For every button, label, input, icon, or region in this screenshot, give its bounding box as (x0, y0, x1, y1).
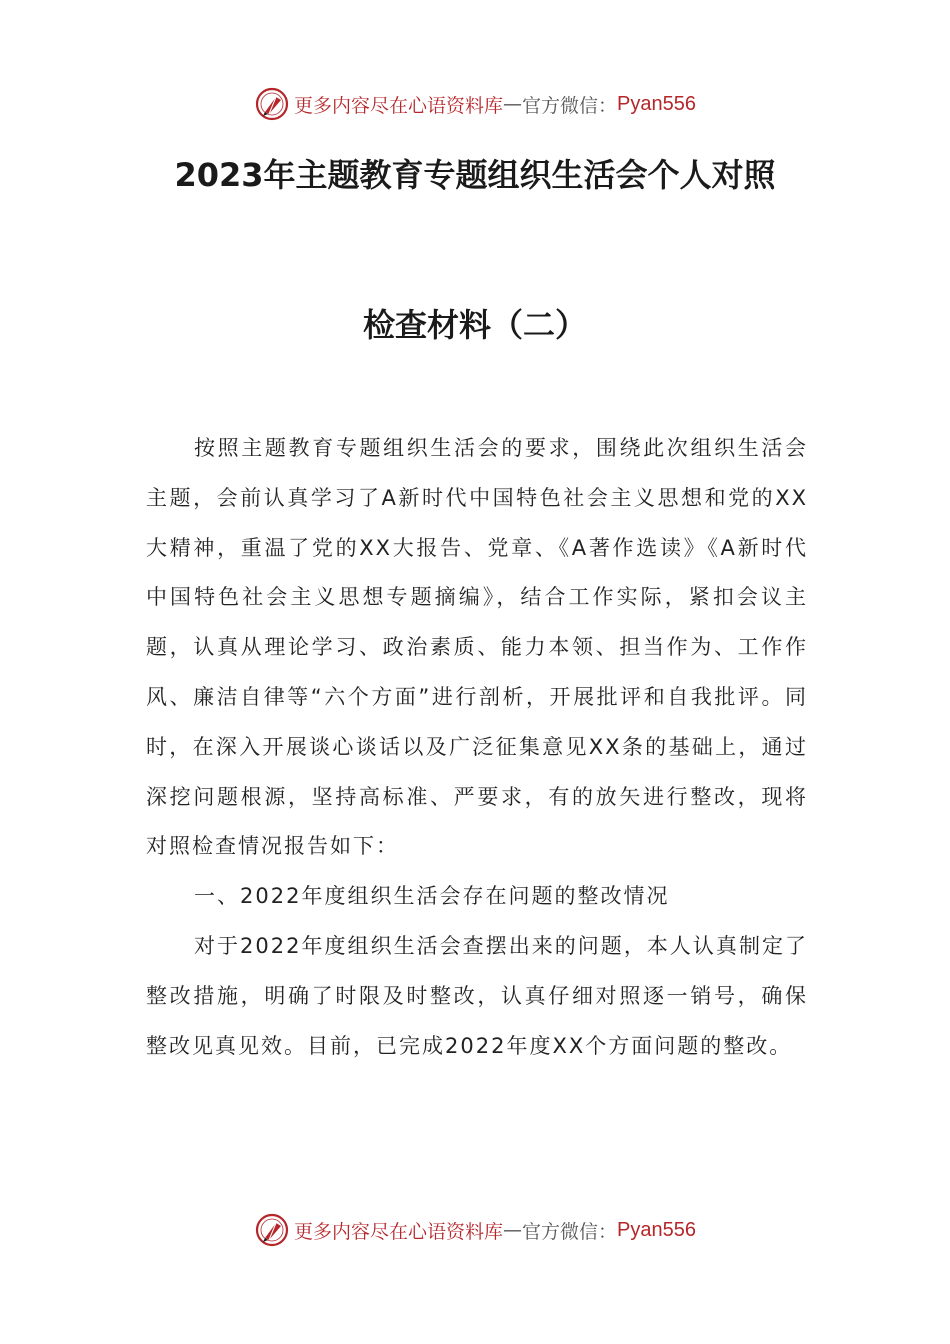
watermark-wechat-id: Pyan556 (617, 1218, 696, 1241)
watermark-dash: — (503, 1219, 523, 1241)
footer-watermark (0, 1210, 950, 1250)
document-title-line-1: 2023年主题教育专题组织生活会个人对照 (174, 156, 776, 194)
paragraph-intro: 按照主题教育专题组织生活会的要求，围绕此次组织生活会主题，会前认真学习了A新时代中国特色社会主义思想和党的XX大精神，重温了党的XX大报告、党章、《A著作选读》《A新时代中国特色社会主义思想专题摘编》，结合工作实际，紧扣会议主题，认真从理论学习、政治素质、能力本领、担当作为、工作作风、廉洁自律等“六个方面”进行剖析，开展批评和自我批评。同时，在深入开展谈心谈话以及广泛征集意见XX条的基础上，通过深挖问题根源，坚持高标准、严要求，有的放矢进行整改，现将对照检查情况报告如下： (146, 436, 808, 859)
paragraph-rectification: 对于2022年度组织生活会查摆出来的问题，本人认真制定了整改措施，明确了时限及时整改，认真仔细对照逐一销号，确保整改见真见效。目前，已完成2022年度XX个方面问题的整改。 (146, 933, 808, 1058)
section-heading-1: 一、2022年度组织生活会存在问题的整改情况 (194, 884, 670, 909)
watermark-text: 更多内容尽在心语资料库 (294, 1220, 504, 1243)
watermark-dash: — (503, 93, 523, 115)
document-title-line-2: 检查材料（二） (362, 306, 587, 344)
document-body (146, 424, 808, 1071)
header-watermark (0, 84, 950, 124)
watermark-wechat-label: 官方微信： (522, 94, 618, 117)
pen-nib-logo-icon (254, 1212, 290, 1248)
pen-nib-logo-icon (254, 86, 290, 122)
watermark-wechat-label: 官方微信： (522, 1220, 618, 1243)
watermark-text: 更多内容尽在心语资料库 (294, 94, 504, 117)
watermark-wechat-id: Pyan556 (617, 92, 696, 115)
